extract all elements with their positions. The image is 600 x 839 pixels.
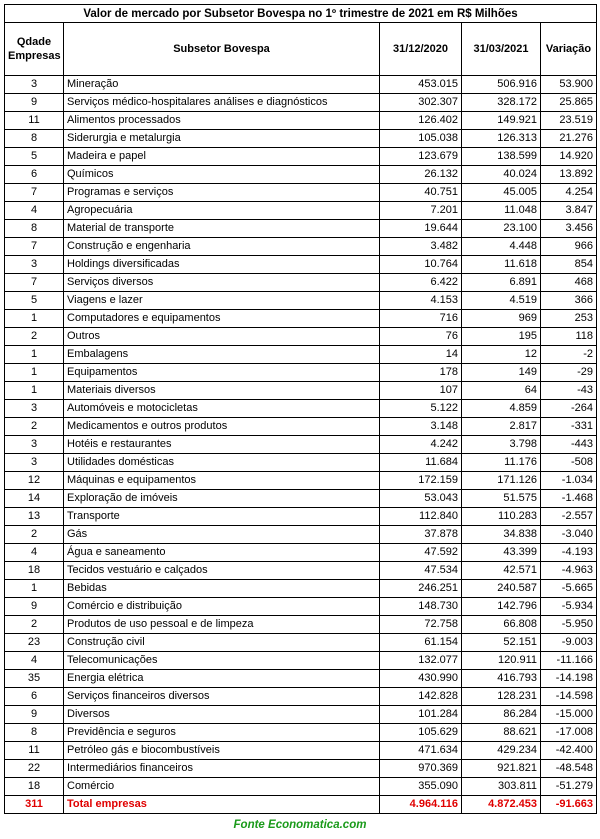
cell-qdade: 5 [5, 148, 64, 166]
cell-2020: 37.878 [380, 526, 462, 544]
cell-variacao: -5.950 [541, 616, 597, 634]
table-row [5, 598, 597, 616]
cell-qdade: 9 [5, 94, 64, 112]
cell-variacao: -443 [541, 436, 597, 454]
cell-subsetor: Siderurgia e metalurgia [64, 130, 380, 148]
table-row [5, 238, 597, 256]
cell-qdade: 4 [5, 544, 64, 562]
cell-2020: 132.077 [380, 652, 462, 670]
cell-subsetor: Construção civil [64, 634, 380, 652]
cell-qdade: 3 [5, 76, 64, 94]
cell-variacao: -5.934 [541, 598, 597, 616]
cell-qdade: 14 [5, 490, 64, 508]
table-row [5, 346, 597, 364]
cell-2021: 142.796 [462, 598, 541, 616]
cell-2020: 142.828 [380, 688, 462, 706]
cell-subsetor: Materiais diversos [64, 382, 380, 400]
cell-subsetor: Hotéis e restaurantes [64, 436, 380, 454]
cell-qdade: 2 [5, 616, 64, 634]
cell-subsetor: Programas e serviços [64, 184, 380, 202]
cell-qdade: 5 [5, 292, 64, 310]
cell-qdade: 1 [5, 346, 64, 364]
cell-2020: 53.043 [380, 490, 462, 508]
table-row [5, 148, 597, 166]
cell-qdade: 2 [5, 418, 64, 436]
cell-2020: 47.592 [380, 544, 462, 562]
column-header-subsetor: Subsetor Bovespa [64, 23, 380, 76]
cell-2020: 4.242 [380, 436, 462, 454]
table-row [5, 382, 597, 400]
cell-2020: 471.634 [380, 742, 462, 760]
cell-2020: 172.159 [380, 472, 462, 490]
cell-subsetor: Comércio e distribuição [64, 598, 380, 616]
cell-2021: 11.176 [462, 454, 541, 472]
cell-2021: 416.793 [462, 670, 541, 688]
cell-2021: 23.100 [462, 220, 541, 238]
cell-2020: 101.284 [380, 706, 462, 724]
cell-variacao: -1.468 [541, 490, 597, 508]
cell-2021: 303.811 [462, 778, 541, 796]
cell-qdade: 1 [5, 310, 64, 328]
cell-2021: 2.817 [462, 418, 541, 436]
cell-2021: 120.911 [462, 652, 541, 670]
table-row [5, 634, 597, 652]
cell-subsetor: Previdência e seguros [64, 724, 380, 742]
table-row [5, 130, 597, 148]
cell-subsetor: Utilidades domésticas [64, 454, 380, 472]
cell-subsetor: Construção e engenharia [64, 238, 380, 256]
cell-2020: 6.422 [380, 274, 462, 292]
column-header-2021: 31/03/2021 [462, 23, 541, 76]
cell-subsetor: Telecomunicações [64, 652, 380, 670]
cell-2021: 11.618 [462, 256, 541, 274]
table-row [5, 544, 597, 562]
cell-subsetor: Viagens e lazer [64, 292, 380, 310]
cell-2020: 105.629 [380, 724, 462, 742]
cell-2021: 88.621 [462, 724, 541, 742]
cell-2020: 112.840 [380, 508, 462, 526]
cell-2021: 506.916 [462, 76, 541, 94]
cell-2020: 7.201 [380, 202, 462, 220]
cell-variacao: -4.963 [541, 562, 597, 580]
cell-variacao: 23.519 [541, 112, 597, 130]
cell-2021: 4.872.453 [462, 796, 541, 814]
cell-variacao: -3.040 [541, 526, 597, 544]
table-title: Valor de mercado por Subsetor Bovespa no 1º trimestre de 2021 em R$ Milhões [5, 5, 597, 23]
cell-qdade: 8 [5, 220, 64, 238]
table-row [5, 562, 597, 580]
cell-variacao: 4.254 [541, 184, 597, 202]
cell-qdade: 12 [5, 472, 64, 490]
cell-subsetor: Água e saneamento [64, 544, 380, 562]
cell-2021: 149.921 [462, 112, 541, 130]
cell-qdade: 3 [5, 256, 64, 274]
cell-2021: 40.024 [462, 166, 541, 184]
cell-2021: 12 [462, 346, 541, 364]
table-total-row [5, 796, 597, 814]
cell-subsetor: Embalagens [64, 346, 380, 364]
cell-2020: 5.122 [380, 400, 462, 418]
cell-2020: 76 [380, 328, 462, 346]
market-value-table [4, 4, 597, 814]
table-row [5, 364, 597, 382]
cell-2021: 34.838 [462, 526, 541, 544]
cell-variacao: -14.598 [541, 688, 597, 706]
cell-variacao: 854 [541, 256, 597, 274]
cell-2021: 969 [462, 310, 541, 328]
cell-subsetor: Diversos [64, 706, 380, 724]
source-credit: Fonte Economatica.com [233, 819, 367, 831]
cell-variacao: 966 [541, 238, 597, 256]
cell-variacao: -15.000 [541, 706, 597, 724]
table-row [5, 292, 597, 310]
cell-variacao: 3.847 [541, 202, 597, 220]
table-row [5, 526, 597, 544]
cell-2021: 3.798 [462, 436, 541, 454]
market-value-table-container [4, 4, 596, 834]
cell-2020: 355.090 [380, 778, 462, 796]
cell-variacao: 14.920 [541, 148, 597, 166]
cell-variacao: -9.003 [541, 634, 597, 652]
cell-qdade: 6 [5, 166, 64, 184]
table-row [5, 112, 597, 130]
cell-qdade: 3 [5, 400, 64, 418]
cell-2020: 302.307 [380, 94, 462, 112]
table-row [5, 400, 597, 418]
cell-2020: 19.644 [380, 220, 462, 238]
table-row [5, 472, 597, 490]
column-header-2020: 31/12/2020 [380, 23, 462, 76]
table-row [5, 418, 597, 436]
cell-2021: 110.283 [462, 508, 541, 526]
cell-subsetor: Medicamentos e outros produtos [64, 418, 380, 436]
cell-variacao: 366 [541, 292, 597, 310]
table-row [5, 454, 597, 472]
cell-2020: 47.534 [380, 562, 462, 580]
cell-variacao: -2 [541, 346, 597, 364]
cell-variacao: 468 [541, 274, 597, 292]
cell-2020: 453.015 [380, 76, 462, 94]
cell-qdade: 3 [5, 454, 64, 472]
cell-subsetor: Petróleo gás e biocombustíveis [64, 742, 380, 760]
column-header-qdade: Qdade Empresas [5, 23, 64, 76]
cell-2021: 45.005 [462, 184, 541, 202]
cell-variacao: -91.663 [541, 796, 597, 814]
cell-qdade: 7 [5, 184, 64, 202]
cell-2020: 105.038 [380, 130, 462, 148]
table-row [5, 436, 597, 454]
cell-2020: 14 [380, 346, 462, 364]
cell-2020: 107 [380, 382, 462, 400]
cell-variacao: -17.008 [541, 724, 597, 742]
cell-2021: 921.821 [462, 760, 541, 778]
table-row [5, 652, 597, 670]
cell-2020: 430.990 [380, 670, 462, 688]
cell-2021: 128.231 [462, 688, 541, 706]
cell-2021: 429.234 [462, 742, 541, 760]
table-row [5, 490, 597, 508]
cell-qdade: 11 [5, 742, 64, 760]
cell-subsetor: Exploração de imóveis [64, 490, 380, 508]
cell-subsetor: Material de transporte [64, 220, 380, 238]
table-header-row [5, 23, 597, 76]
cell-variacao: -11.166 [541, 652, 597, 670]
cell-qdade: 311 [5, 796, 64, 814]
cell-2020: 40.751 [380, 184, 462, 202]
cell-2021: 43.399 [462, 544, 541, 562]
cell-subsetor: Mineração [64, 76, 380, 94]
table-row [5, 94, 597, 112]
cell-variacao: 53.900 [541, 76, 597, 94]
cell-qdade: 7 [5, 274, 64, 292]
cell-2020: 10.764 [380, 256, 462, 274]
cell-2020: 716 [380, 310, 462, 328]
cell-2021: 52.151 [462, 634, 541, 652]
cell-variacao: -331 [541, 418, 597, 436]
table-row [5, 760, 597, 778]
cell-2021: 42.571 [462, 562, 541, 580]
table-row [5, 76, 597, 94]
cell-variacao: 253 [541, 310, 597, 328]
cell-subsetor: Agropecuária [64, 202, 380, 220]
cell-subsetor: Serviços financeiros diversos [64, 688, 380, 706]
cell-qdade: 1 [5, 580, 64, 598]
cell-variacao: -43 [541, 382, 597, 400]
cell-2020: 11.684 [380, 454, 462, 472]
table-row [5, 184, 597, 202]
cell-variacao: -264 [541, 400, 597, 418]
cell-2021: 149 [462, 364, 541, 382]
cell-2020: 61.154 [380, 634, 462, 652]
table-title-row [5, 5, 597, 23]
cell-qdade: 9 [5, 706, 64, 724]
table-row [5, 742, 597, 760]
table-row [5, 580, 597, 598]
cell-subsetor: Equipamentos [64, 364, 380, 382]
cell-subsetor: Alimentos processados [64, 112, 380, 130]
cell-qdade: 2 [5, 328, 64, 346]
cell-2020: 4.964.116 [380, 796, 462, 814]
cell-2021: 138.599 [462, 148, 541, 166]
cell-variacao: -4.193 [541, 544, 597, 562]
cell-2021: 328.172 [462, 94, 541, 112]
cell-qdade: 3 [5, 436, 64, 454]
cell-qdade: 18 [5, 778, 64, 796]
cell-variacao: 25.865 [541, 94, 597, 112]
cell-qdade: 9 [5, 598, 64, 616]
column-header-variacao: Variação [541, 23, 597, 76]
cell-variacao: 13.892 [541, 166, 597, 184]
cell-2020: 246.251 [380, 580, 462, 598]
cell-qdade: 13 [5, 508, 64, 526]
table-row [5, 778, 597, 796]
cell-variacao: -51.279 [541, 778, 597, 796]
cell-qdade: 1 [5, 364, 64, 382]
cell-variacao: 21.276 [541, 130, 597, 148]
table-row [5, 688, 597, 706]
cell-variacao: 118 [541, 328, 597, 346]
table-row [5, 508, 597, 526]
cell-2020: 3.148 [380, 418, 462, 436]
table-row [5, 724, 597, 742]
table-body [5, 76, 597, 814]
cell-2021: 126.313 [462, 130, 541, 148]
cell-subsetor: Madeira e papel [64, 148, 380, 166]
cell-subsetor: Comércio [64, 778, 380, 796]
cell-2020: 126.402 [380, 112, 462, 130]
table-row [5, 328, 597, 346]
cell-qdade: 4 [5, 652, 64, 670]
cell-subsetor: Tecidos vestuário e calçados [64, 562, 380, 580]
cell-variacao: -508 [541, 454, 597, 472]
cell-subsetor: Produtos de uso pessoal e de limpeza [64, 616, 380, 634]
cell-2020: 148.730 [380, 598, 462, 616]
cell-qdade: 22 [5, 760, 64, 778]
cell-2021: 171.126 [462, 472, 541, 490]
cell-subsetor: Holdings diversificadas [64, 256, 380, 274]
cell-2020: 26.132 [380, 166, 462, 184]
table-row [5, 274, 597, 292]
cell-variacao: -29 [541, 364, 597, 382]
cell-variacao: -48.548 [541, 760, 597, 778]
cell-2021: 51.575 [462, 490, 541, 508]
cell-2021: 6.891 [462, 274, 541, 292]
cell-subsetor: Máquinas e equipamentos [64, 472, 380, 490]
cell-2021: 240.587 [462, 580, 541, 598]
cell-variacao: -14.198 [541, 670, 597, 688]
cell-qdade: 7 [5, 238, 64, 256]
cell-qdade: 2 [5, 526, 64, 544]
table-row [5, 166, 597, 184]
cell-subsetor: Serviços diversos [64, 274, 380, 292]
cell-2021: 11.048 [462, 202, 541, 220]
cell-variacao: -1.034 [541, 472, 597, 490]
cell-2020: 970.369 [380, 760, 462, 778]
cell-variacao: -2.557 [541, 508, 597, 526]
cell-subsetor: Bebidas [64, 580, 380, 598]
cell-variacao: 3.456 [541, 220, 597, 238]
table-row [5, 220, 597, 238]
cell-2021: 66.808 [462, 616, 541, 634]
cell-qdade: 1 [5, 382, 64, 400]
cell-subsetor: Energia elétrica [64, 670, 380, 688]
cell-variacao: -42.400 [541, 742, 597, 760]
cell-subsetor: Outros [64, 328, 380, 346]
cell-qdade: 8 [5, 130, 64, 148]
cell-qdade: 23 [5, 634, 64, 652]
cell-qdade: 8 [5, 724, 64, 742]
cell-variacao: -5.665 [541, 580, 597, 598]
cell-subsetor: Gás [64, 526, 380, 544]
cell-2020: 72.758 [380, 616, 462, 634]
cell-subsetor: Transporte [64, 508, 380, 526]
cell-2021: 86.284 [462, 706, 541, 724]
cell-2021: 4.519 [462, 292, 541, 310]
table-row [5, 202, 597, 220]
cell-2020: 123.679 [380, 148, 462, 166]
table-row [5, 706, 597, 724]
cell-2020: 4.153 [380, 292, 462, 310]
cell-2021: 64 [462, 382, 541, 400]
cell-qdade: 18 [5, 562, 64, 580]
cell-subsetor: Serviços médico-hospitalares análises e diagnósticos [64, 94, 380, 112]
cell-subsetor: Computadores e equipamentos [64, 310, 380, 328]
cell-2021: 195 [462, 328, 541, 346]
table-row [5, 670, 597, 688]
cell-subsetor: Automóveis e motocicletas [64, 400, 380, 418]
cell-2021: 4.448 [462, 238, 541, 256]
table-row [5, 310, 597, 328]
cell-qdade: 4 [5, 202, 64, 220]
cell-2020: 178 [380, 364, 462, 382]
cell-2020: 3.482 [380, 238, 462, 256]
cell-subsetor: Total empresas [64, 796, 380, 814]
table-row [5, 616, 597, 634]
table-row [5, 256, 597, 274]
cell-2021: 4.859 [462, 400, 541, 418]
cell-qdade: 6 [5, 688, 64, 706]
cell-subsetor: Intermediários financeiros [64, 760, 380, 778]
cell-subsetor: Químicos [64, 166, 380, 184]
cell-qdade: 35 [5, 670, 64, 688]
cell-qdade: 11 [5, 112, 64, 130]
